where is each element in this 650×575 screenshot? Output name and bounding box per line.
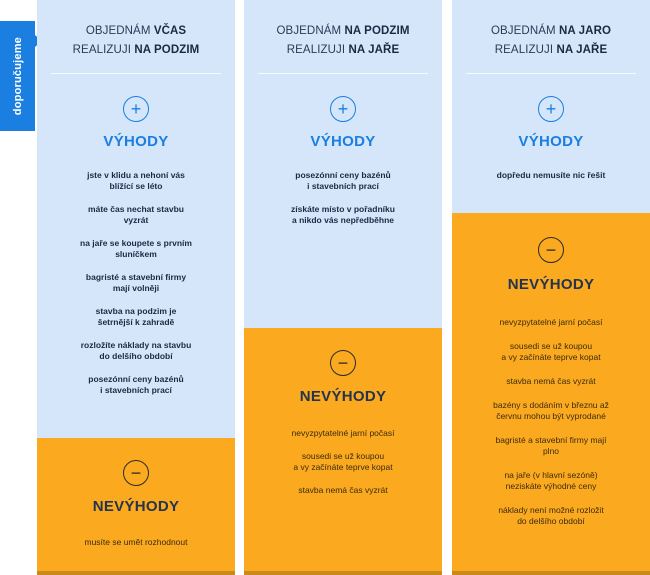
divider xyxy=(466,73,636,74)
cons-panel xyxy=(452,213,650,571)
pros-list xyxy=(254,170,432,238)
cons-list xyxy=(462,317,640,540)
pros-list xyxy=(47,170,225,408)
cons-item: nevyzpytatelné jarní počasí xyxy=(499,317,603,327)
pros-title: VÝHODY xyxy=(518,133,584,150)
pros-item: rozložíte náklady na stavbu do delšího období xyxy=(80,340,192,361)
cons-list xyxy=(47,537,225,560)
pros-item: posezónní ceny bazénů i stavebních prací xyxy=(88,374,184,395)
plus-icon: + xyxy=(330,96,356,122)
pros-panel xyxy=(452,0,650,213)
cons-item: bazény s dodáním v březnu až červnu mohou být vyprodané xyxy=(493,400,609,421)
column-heading: OBJEDNÁM NA PODZIM REALIZUJI NA JAŘE xyxy=(276,25,410,56)
plus-icon: + xyxy=(123,96,149,122)
pros-item: máte čas nechat stavbu vyzrát xyxy=(88,204,184,225)
divider xyxy=(51,73,221,74)
plus-icon: + xyxy=(538,96,564,122)
cons-panel xyxy=(244,328,442,571)
pros-panel xyxy=(37,0,235,438)
bottom-border xyxy=(244,571,442,575)
column-heading: OBJEDNÁM NA JARO REALIZUJI NA JAŘE xyxy=(490,25,612,56)
cons-item: nevyzpytatelné jarní počasí xyxy=(291,428,395,438)
cons-item: bagristé a stavební firmy mají plno xyxy=(495,435,607,456)
minus-icon: − xyxy=(538,237,564,263)
minus-icon: − xyxy=(123,460,149,486)
option-column-early xyxy=(37,0,235,575)
cons-item: sousedi se už koupou a vy začínáte teprve kopat xyxy=(501,341,601,362)
minus-icon: − xyxy=(330,350,356,376)
column-heading: OBJEDNÁM VČAS REALIZUJI NA PODZIM xyxy=(72,25,200,56)
option-column-autumn xyxy=(244,0,442,575)
bottom-border xyxy=(452,571,650,575)
pros-item: jste v klidu a nehoní vás blížící se léto xyxy=(87,170,185,191)
pros-item: bagristé a stavební firmy mají volněji xyxy=(85,272,187,293)
bottom-border xyxy=(37,571,235,575)
pros-title: VÝHODY xyxy=(310,133,376,150)
pros-item: dopředu nemusíte nic řešit xyxy=(496,170,606,180)
pros-item: získáte místo v pořadníku a nikdo vás nepředběhne xyxy=(291,204,395,225)
option-column-spring xyxy=(452,0,650,575)
cons-list xyxy=(254,428,432,508)
recommended-tag xyxy=(0,21,35,131)
pros-panel xyxy=(244,0,442,328)
cons-item: stavba nemá čas vyzrát xyxy=(298,485,388,495)
pros-list xyxy=(462,170,640,193)
cons-item: musíte se umět rozhodnout xyxy=(84,537,188,547)
cons-title: NEVÝHODY xyxy=(507,276,595,293)
cons-item: sousedi se už koupou a vy začínáte teprve kopat xyxy=(293,451,393,472)
cons-item: stavba nemá čas vyzrát xyxy=(506,376,596,386)
pros-title: VÝHODY xyxy=(103,133,169,150)
pros-item: stavba na podzim je šetrnější k zahradě xyxy=(95,306,177,327)
recommended-tag-label: doporučujeme xyxy=(11,36,24,116)
divider xyxy=(258,73,428,74)
cons-item: náklady není možné rozložit do delšího období xyxy=(498,505,604,526)
cons-item: na jaře (v hlavní sezóně) neziskáte výhodné ceny xyxy=(504,470,598,491)
cons-title: NEVÝHODY xyxy=(299,388,387,405)
cons-panel xyxy=(37,438,235,571)
cons-title: NEVÝHODY xyxy=(92,498,180,515)
pros-item: posezónní ceny bazénů i stavebních prací xyxy=(295,170,391,191)
pros-item: na jaře se koupete s prvním sluníčkem xyxy=(80,238,192,259)
